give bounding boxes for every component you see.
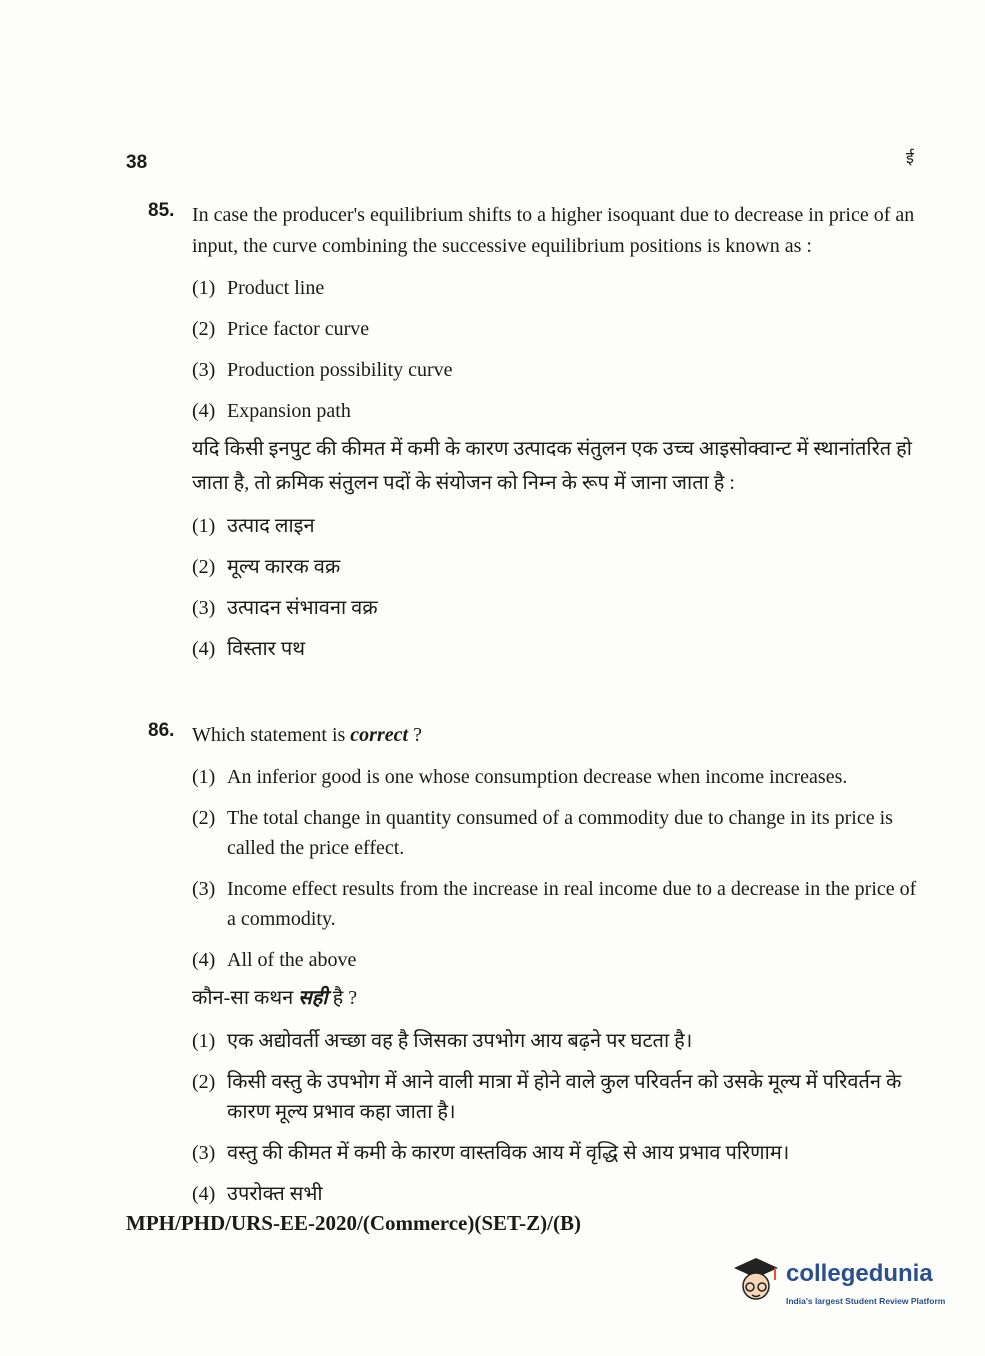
option: (3) Production possibility curve	[192, 359, 453, 381]
option: (4) Expansion path	[192, 400, 351, 422]
question-text-en: Which statement is correct ?	[192, 724, 422, 746]
corner-mark: ई	[906, 150, 914, 167]
question-number: 86.	[148, 720, 175, 741]
brand-tagline: India's largest Student Review Platform	[786, 1296, 946, 1306]
brand-logo-icon	[728, 1252, 784, 1308]
options-hi	[148, 1026, 918, 1209]
question-text-hi: यदि किसी इनपुट की कीमत में कमी के कारण उत्पादक संतुलन एक उच्च आइसोक्वान्ट में स्थानांतरित हो जाता है, तो क्रमिक संतुलन पदों के संयोजन को निम्न के रूप में जाना जाता है :	[192, 438, 912, 494]
option: (4) उपरोक्त सभी	[192, 1183, 323, 1205]
option: (4) विस्तार पथ	[192, 638, 305, 660]
question-text-hi: कौन-सा कथन सही है ?	[192, 987, 358, 1009]
option: (2) किसी वस्तु के उपभोग में आने वाली मात्रा में होने वाले कुल परिवर्तन को उसके मूल्य में परिवर्तन के कारण मूल्य प्रभाव कहा जाता है।	[192, 1071, 902, 1123]
option: (2) The total change in quantity consumed of a commodity due to change in its price is called the price effect.	[192, 807, 893, 859]
option: (1) उत्पाद लाइन	[192, 515, 315, 537]
page-number: 38	[126, 152, 148, 173]
option: (2) मूल्य कारक वक्र	[192, 556, 341, 578]
option: (3) वस्तु की कीमत में कमी के कारण वास्तविक आय में वृद्धि से आय प्रभाव परिणाम।	[192, 1142, 790, 1164]
option: (1) Product line	[192, 277, 325, 299]
question-85	[148, 200, 918, 664]
options-en	[148, 273, 918, 426]
options-hi	[148, 511, 918, 664]
brand-watermark	[728, 1252, 958, 1322]
question-text-en: In case the producer's equilibrium shifts to a higher isoquant due to decrease in price of an input, the curve combining the successive equilibrium positions is known as :	[192, 204, 915, 257]
option: (4) All of the above	[192, 949, 357, 971]
question-number: 85.	[148, 200, 175, 221]
options-en	[148, 762, 918, 975]
paper-code: MPH/PHD/URS-EE-2020/(Commerce)(SET-Z)/(B)	[126, 1211, 581, 1235]
option: (3) उत्पादन संभावना वक्र	[192, 597, 378, 619]
option: (2) Price factor curve	[192, 318, 370, 340]
option: (1) An inferior good is one whose consumption decrease when income increases.	[192, 766, 848, 788]
option: (3) Income effect results from the increase in real income due to a decrease in the price of a commodity.	[192, 878, 917, 930]
brand-name: collegedunia	[786, 1260, 933, 1287]
option: (1) एक अद्योवर्ती अच्छा वह है जिसका उपभोग आय बढ़ने पर घटता है।	[192, 1030, 693, 1052]
question-86	[148, 720, 918, 1209]
